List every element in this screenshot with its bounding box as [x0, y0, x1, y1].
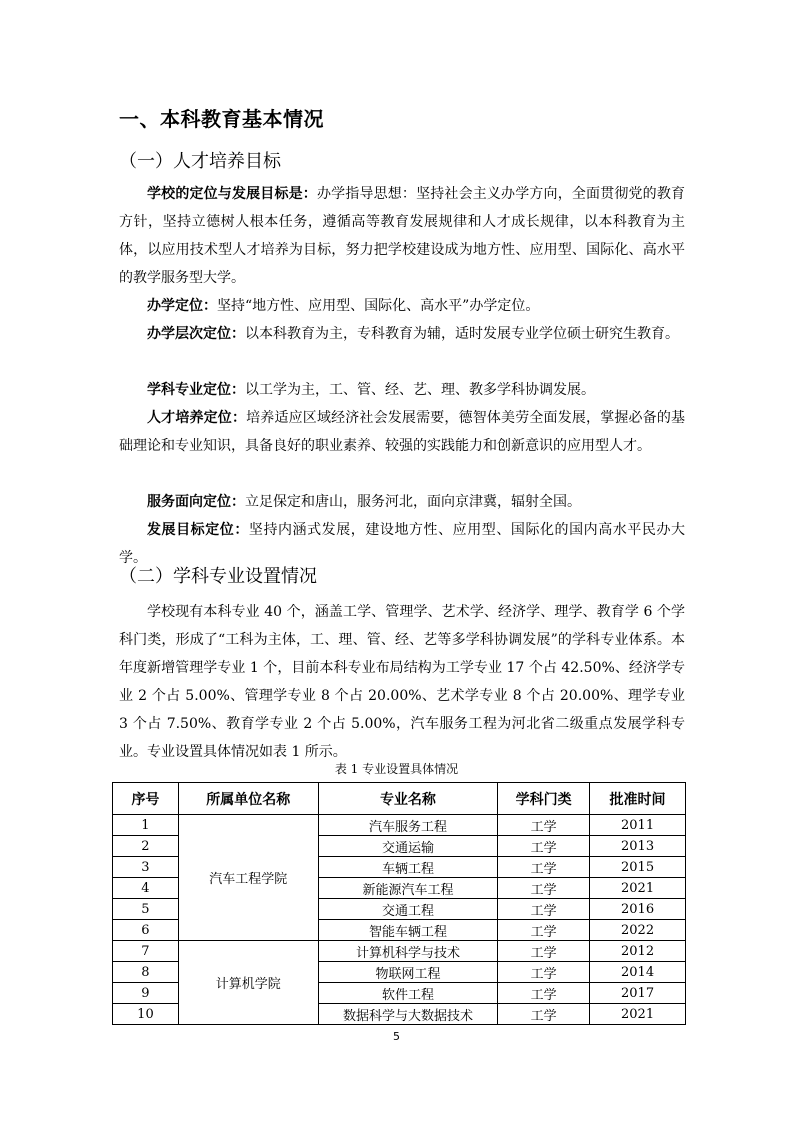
cell-major: 交通工程 — [318, 899, 498, 920]
cell-no: 7 — [113, 941, 179, 962]
paragraph-discipline-positioning — [119, 376, 685, 404]
cell-category: 工学 — [498, 941, 590, 962]
header-major: 专业名称 — [318, 783, 498, 815]
paragraph-discipline-setup: 学校现有本科专业 40 个，涵盖工学、管理学、艺术学、经济学、理学、教育学 6 个学科门类，形成了“工科为主体，工、理、管、经、艺等多学科协调发展”的学科专业体系。本年度新增管理学专业 1 个，目前本科专业布局结构为工学专业 17 个占 42.50%、经济学专业 2 个占 5.00%、管理学专业 8 个占 20.00%、艺术学专业 8 个占 20.00%、理学专业 3 个占 7.50%、教育学专业 2 个占 5.00%，汽车服务工程为河北省二级重点发展学科专业。专业设置具体情况如表 1 所示。 — [119, 604, 685, 760]
label-school-positioning: 办学定位： — [147, 298, 217, 314]
label-positioning-goals: 学校的定位与发展目标是： — [147, 186, 317, 202]
cell-no: 2 — [113, 836, 179, 857]
cell-no: 6 — [113, 920, 179, 941]
cell-major: 交通运输 — [318, 836, 498, 857]
cell-year: 2017 — [590, 983, 686, 1004]
table-row — [113, 815, 686, 836]
cell-major: 新能源汽车工程 — [318, 878, 498, 899]
cell-major: 智能车辆工程 — [318, 920, 498, 941]
cell-year: 2021 — [590, 878, 686, 899]
cell-no: 4 — [113, 878, 179, 899]
cell-year: 2014 — [590, 962, 686, 983]
cell-no: 9 — [113, 983, 179, 1004]
cell-year: 2022 — [590, 920, 686, 941]
page-number: 5 — [393, 1030, 400, 1043]
header-no: 序号 — [113, 783, 179, 815]
text-positioning-goals: 办学指导思想：坚持社会主义办学方向，全面贯彻党的教育方针，坚持立德树人根本任务，遵循高等教育发展规律和人才成长规律，以本科教育为主体，以应用技术型人才培养为目标，努力把学校建设成为地方性、应用型、国际化、高水平的教学服务型大学。 — [119, 186, 686, 286]
cell-category: 工学 — [498, 878, 590, 899]
label-level-positioning: 办学层次定位： — [147, 326, 245, 342]
cell-major: 汽车服务工程 — [318, 815, 498, 836]
cell-no: 1 — [113, 815, 179, 836]
section-title-discipline-setup: （二）学科专业设置情况 — [119, 566, 317, 587]
cell-year: 2013 — [590, 836, 686, 857]
header-year: 批准时间 — [590, 783, 686, 815]
text-development-positioning: 坚持内涵式发展，建设地方性、应用型、国际化的国内高水平民办大学。 — [119, 522, 685, 566]
cell-no: 3 — [113, 857, 179, 878]
cell-major: 物联网工程 — [318, 962, 498, 983]
cell-year: 2016 — [590, 899, 686, 920]
table-row — [113, 941, 686, 962]
cell-major: 车辆工程 — [318, 857, 498, 878]
cell-category: 工学 — [498, 857, 590, 878]
cell-major: 数据科学与大数据技术 — [318, 1004, 498, 1025]
text-level-positioning: 以本科教育为主，专科教育为辅，适时发展专业学位硕士研究生教育。 — [245, 326, 679, 342]
paragraph-level-positioning — [119, 320, 685, 348]
cell-major: 软件工程 — [318, 983, 498, 1004]
label-development-positioning: 发展目标定位： — [147, 522, 249, 538]
cell-year: 2012 — [590, 941, 686, 962]
cell-year: 2011 — [590, 815, 686, 836]
major-setup-table — [112, 782, 686, 1025]
cell-category: 工学 — [498, 962, 590, 983]
label-service-positioning: 服务面向定位： — [147, 494, 245, 510]
text-service-positioning: 立足保定和唐山，服务河北，面向京津冀，辐射全国。 — [245, 494, 581, 510]
header-category: 学科门类 — [498, 783, 590, 815]
cell-unit: 计算机学院 — [178, 941, 318, 1025]
paragraph-talent-positioning — [119, 404, 685, 460]
label-discipline-positioning: 学科专业定位： — [147, 382, 245, 398]
label-talent-positioning: 人才培养定位： — [147, 410, 247, 426]
cell-no: 8 — [113, 962, 179, 983]
paragraph-school-positioning — [119, 292, 685, 320]
text-school-positioning: 坚持“地方性、应用型、国际化、高水平”办学定位。 — [217, 298, 540, 314]
cell-category: 工学 — [498, 920, 590, 941]
paragraph-positioning-goals — [119, 180, 685, 292]
cell-year: 2021 — [590, 1004, 686, 1025]
heading-basic-situation: 一、本科教育基本情况 — [119, 107, 324, 131]
table-header-row — [113, 783, 686, 815]
text-talent-positioning: 培养适应区域经济社会发展需要，德智体美劳全面发展，掌握必备的基础理论和专业知识，具备良好的职业素养、较强的实践能力和创新意识的应用型人才。 — [119, 410, 686, 454]
table-caption: 表 1 专业设置具体情况 — [334, 762, 459, 776]
cell-category: 工学 — [498, 983, 590, 1004]
cell-category: 工学 — [498, 899, 590, 920]
cell-category: 工学 — [498, 1004, 590, 1025]
cell-unit: 汽车工程学院 — [178, 815, 318, 941]
text-discipline-positioning: 以工学为主，工、管、经、艺、理、教多学科协调发展。 — [245, 382, 595, 398]
cell-category: 工学 — [498, 815, 590, 836]
paragraph-service-positioning — [119, 488, 685, 516]
cell-no: 5 — [113, 899, 179, 920]
section-title-talent-goals: （一）人才培养目标 — [119, 151, 281, 172]
cell-year: 2015 — [590, 857, 686, 878]
header-unit: 所属单位名称 — [178, 783, 318, 815]
cell-major: 计算机科学与技术 — [318, 941, 498, 962]
cell-category: 工学 — [498, 836, 590, 857]
cell-no: 10 — [113, 1004, 179, 1025]
